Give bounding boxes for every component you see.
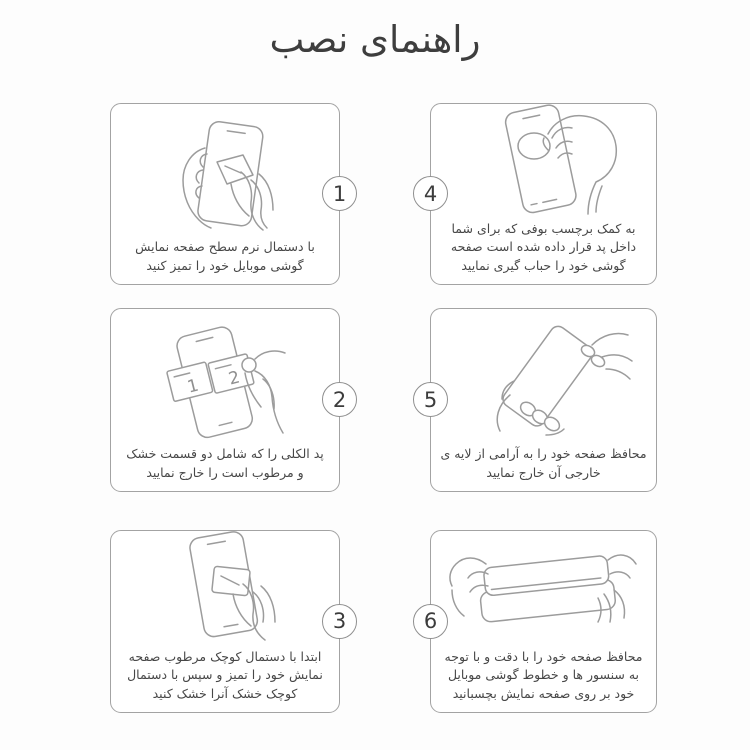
step-6-illustration: [431, 531, 656, 646]
hand-wiping-phone-icon: [125, 118, 325, 236]
caption-line: کوچک خشک آنرا خشک کنید: [152, 685, 298, 701]
step-6-number-badge: 6: [413, 604, 448, 639]
step-4-number-badge: 4: [413, 176, 448, 211]
step-3-number-badge: 3: [322, 604, 357, 639]
step-6-caption: [431, 646, 656, 713]
step-card-5: [423, 308, 657, 492]
caption-line: به سنسور ها و خطوط گوشی موبایل: [447, 667, 640, 682]
step-2-caption: [111, 443, 339, 491]
caption-line: به کمک برچسب بوفی که برای شما: [451, 220, 636, 236]
caption-line: خارجی آن خارج نمایید: [486, 464, 601, 480]
caption-line: و مرطوب است را خارج نمایید: [146, 464, 304, 480]
caption-line: نمایش خود را تمیز و سپس با دستمال: [127, 667, 323, 682]
step-5-caption: [431, 443, 656, 491]
step-card-3: [110, 530, 347, 713]
caption-line: خود بر روی صفحه نمایش بچسبانید: [452, 685, 635, 701]
buff-sticker-hand-icon: [444, 104, 644, 218]
step-5-number-badge: 5: [413, 382, 448, 417]
caption-line: محافظ صفحه خود را به آرامی از لایه ی: [440, 446, 647, 461]
caption-line: محافظ صفحه خود را با دقت و با توجه: [444, 648, 643, 664]
step-2-number-badge: 2: [322, 382, 357, 417]
step-card-6: [423, 530, 657, 713]
step-card-2: [110, 308, 347, 492]
caption-line: با دستمال نرم سطح صفحه نمایش: [135, 239, 315, 254]
step-1-caption: [111, 236, 339, 284]
placing-protector-hands-icon: [442, 534, 646, 646]
peeling-layer-hands-icon: [444, 323, 644, 443]
step-card-1: [110, 103, 347, 285]
sachet-label-1: 1: [185, 375, 201, 398]
step-4-illustration: [431, 104, 656, 218]
step-3-illustration: [111, 531, 339, 646]
step-5-illustration: [431, 309, 656, 443]
step-1-illustration: [111, 104, 339, 236]
caption-line: داخل پد قرار داده شده است صفحه: [450, 239, 637, 254]
page-title: راهنمای نصب: [269, 18, 481, 61]
step-2-illustration: [111, 309, 339, 443]
alcohol-pad-sachets-icon: [125, 323, 325, 443]
caption-line: گوشی موبایل خود را تمیز کنید: [146, 257, 304, 273]
caption-line: ابتدا با دستمال کوچک مرطوب صفحه: [128, 648, 322, 664]
step-3-caption: [111, 646, 339, 713]
sachet-label-2: 2: [226, 367, 242, 390]
caption-line: گوشی خود را حباب گیری نمایید: [461, 257, 626, 273]
step-1-number-badge: 1: [322, 176, 357, 211]
small-cloth-cleaning-icon: [125, 531, 325, 646]
caption-line: پد الکلی را که شامل دو قسمت خشک: [126, 446, 324, 461]
step-4-caption: [431, 218, 656, 285]
step-card-4: [423, 103, 657, 285]
